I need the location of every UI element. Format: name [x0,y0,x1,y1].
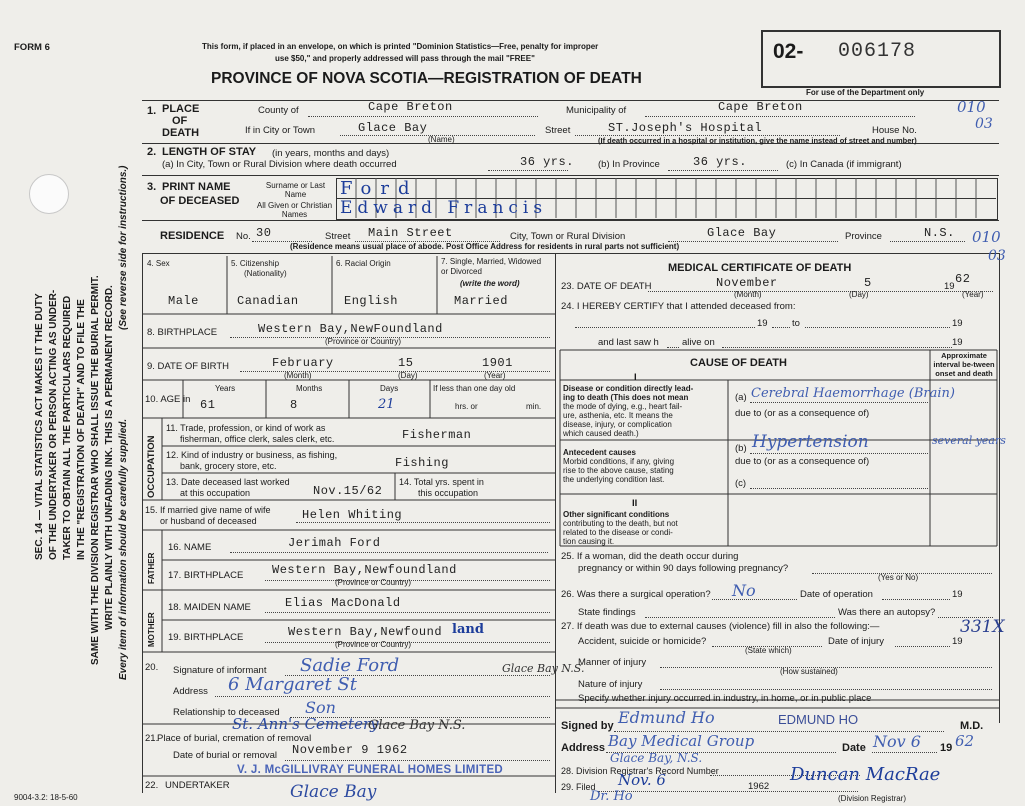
antecedent-4: the underlying condition last. [563,475,665,484]
date-of-op: Date of operation [800,589,873,600]
md-label: M.D. [960,720,984,732]
place-label-2: OF [172,115,188,127]
date-label: Date [842,742,866,754]
margin-code-2: 03 [975,116,993,132]
date-value: Nov 6 [873,732,921,751]
stay-a-label: (a) In City, Town or Rural Division where death occurred [162,159,397,170]
immediate-desc-4: ure, asthenia, etc. It means the [563,411,673,420]
other-conditions [563,510,678,546]
marital-hint: (write the word) [460,279,520,288]
mother-maiden-value: Elias MacDonald [285,596,401,610]
cause-b-interval: several years [932,434,1006,447]
q24-yr-b: 19 [952,318,963,329]
q13-value: Nov.15/62 [313,484,383,498]
antecedent-1: Antecedent causes [563,448,636,457]
name-label-2: OF DECEASED [160,195,240,207]
antecedent-3: rise to the above cause, stating [563,466,674,475]
death-year-hint: (Year) [962,290,984,299]
informant-addr-label: Address [173,686,208,697]
informant-rel-label: Relationship to deceased [173,707,280,718]
residence-note: (Residence means usual place of abode. Post Office Address for residents in rural parts not sufficient) [290,242,680,251]
punch-hole [29,174,69,214]
res-street-value: Main Street [368,226,453,240]
informant-sig-value: Sadie Ford [300,655,400,676]
q24-label: 24. I HEREBY CERTIFY that I attended deceased from: [561,301,796,312]
other-3: related to the disease or condi- [563,528,673,537]
state-which: (State which) [745,646,792,655]
side-line-5: SAME WITH THE DIVISION REGISTRAR WHO SHALL ISSUE THE BURIAL PERMIT. [90,275,101,665]
address-label: Address [561,742,606,754]
street-value: ST.Joseph's Hospital [608,121,763,135]
place-num: 1. [147,105,157,117]
initials: Dr. Ho [590,789,633,804]
q12-label: 12. Kind of industry or business, as fishing, [166,450,338,460]
undertaker-label: UNDERTAKER [165,780,230,791]
every-item: Every item of information should be carefully supplied. [118,418,129,680]
res-margin-code-2: 03 [988,248,1006,264]
q14-label: 14. Total yrs. spent in [399,477,484,487]
q25b-label: pregnancy or within 90 days following pregnancy? [578,563,789,574]
father-bp-hint: (Province or Country) [335,578,412,587]
immediate-desc-5: disease, injury, or complication [563,420,672,429]
dob-year: 1901 [482,356,513,370]
res-no-label: No. [236,231,251,242]
place-label-1: PLACE [162,103,200,115]
occupation-side-label: OCCUPATION [146,435,157,498]
racial-value: English [344,294,398,308]
filed-year: 1962 [748,781,770,792]
residence-label: RESIDENCE [160,230,225,242]
registrar-label: (Division Registrar) [838,794,907,803]
mother-bp-hint: (Province or Country) [335,640,412,649]
city-value: Glace Bay [358,121,428,135]
side-line-2: OF THE UNDERTAKER OR PERSON ACTING AS UNDER- [48,289,59,560]
dob-label: 9. DATE OF BIRTH [147,361,229,372]
immediate-desc-6: which caused death.) [563,429,639,438]
q24-yr-a: 19 [757,318,768,329]
side-line-6: WRITE PLAINLY WITH UNFADING INK. THIS IS A PERMANENT RECORD. [104,285,115,630]
form-title: PROVINCE OF NOVA SCOTIA—REGISTRATION OF DEATH [211,70,642,87]
q14b-label: this occupation [418,488,479,498]
alive-on: alive on [682,337,715,348]
immediate-desc-3: the mode of dying, e.g., heart fail- [563,402,683,411]
q24-yr-c: 19 [952,337,963,348]
death-day-hint: (Day) [849,290,869,299]
accident-label: Accident, suicide or homicide? [578,636,707,647]
undertaker-stamp: V. J. McGILLIVRAY FUNERAL HOMES LIMITED [237,764,504,776]
stay-a-value: 36 yrs. [520,155,574,169]
reg-prefix: 02- [773,40,804,63]
stay-b-label: (b) In Province [598,159,660,170]
res-province-label: Province [845,231,882,242]
yes-no-hint: (Yes or No) [878,573,919,582]
q12b-label: bank, grocery store, etc. [180,461,277,471]
q11b-label: fisherman, office clerk, sales clerk, etc. [180,434,335,444]
q11-value: Fisherman [402,428,472,442]
min-label: min. [526,402,542,411]
q26-yr: 19 [952,589,963,600]
res-street-label: Street [325,231,351,242]
cause-c-label: (c) [735,478,747,489]
father-bp-label: 17. BIRTHPLACE [168,570,244,581]
surname-label: Surname or Last Name [265,181,326,199]
years-label: Years [215,384,236,393]
less-day: If less than one day old [433,384,516,393]
immediate-desc-1: Disease or condition directly lead- [563,384,694,393]
date-year-prefix: 19 [940,742,953,754]
days-value: 21 [378,397,395,412]
res-city-value: Glace Bay [707,226,777,240]
mother-bp-label: 19. BIRTHPLACE [168,632,244,643]
father-bp-value: Western Bay,Newfoundland [272,563,457,577]
days-label: Days [380,384,399,393]
house-label: House No. [872,125,917,136]
immediate-desc [563,384,693,438]
given-label: All Given or Christian Names [256,201,333,219]
death-month: November [716,276,778,290]
address-extra: Glace Bay, N.S. [610,751,703,765]
burial-date-value: November 9 1962 [292,743,408,757]
citizen-hint: (Nationality) [244,269,287,278]
mother-maiden-label: 18. MAIDEN NAME [168,602,251,613]
cause-b-label: (b) [735,443,747,454]
last-saw: and last saw h [598,337,659,348]
envelope-notice: This form, if placed in an envelope, on which is printed "Dominion Statistics—Free, penalty for improper [202,42,599,51]
signed-value: Edmund Ho [618,708,715,727]
spouse-label-2: or husband of deceased [160,516,257,526]
surname-value: Ford [340,178,419,199]
res-margin-code-1: 010 [972,228,1001,246]
other-1: Other significant conditions [563,510,670,519]
q26-value: No [732,581,756,600]
county-value: Cape Breton [368,100,453,114]
manner-label: Manner of injury [578,657,647,668]
county-label: County of [258,105,299,116]
municipality-label: Municipality of [566,105,627,116]
name-label-1: PRINT NAME [162,181,231,193]
how-hint: (How sustained) [780,667,838,676]
date-injury: Date of injury [828,636,884,647]
name-num: 3. [147,181,157,193]
dob-day: 15 [398,356,414,370]
q27-label: 27. If death was due to external causes (violence) fill in also the following:— [561,621,880,632]
cause-a-label: (a) [735,392,747,403]
burial-place-label: Place of burial, cremation of removal [157,733,312,744]
age-label: 10. AGE in [145,394,191,405]
stay-b-value: 36 yrs. [693,155,747,169]
state-findings: State findings [578,607,636,618]
stay-num: 2. [147,146,157,158]
side-line-3: TAKER TO OBTAIN ALL THE PARTICULARS REQUIRED [62,295,73,560]
citizen-value: Canadian [237,294,299,308]
name-hint: (Name) [428,135,455,144]
dob-month-hint: (Month) [284,371,312,380]
address-value: Bay Medical Group [608,732,755,750]
immediate-desc-2: ing to death (This does not mean [563,393,689,402]
signed-label: Signed by [561,720,614,732]
filed-value: Nov. 6 [618,771,666,789]
sex-label: 4. Sex [147,259,170,268]
interval-header: Approximate interval be-tween onset and death [933,351,995,378]
stay-hint: (in years, months and days) [272,148,390,159]
citizen-label: 5. Citizenship [231,259,280,268]
q13-label: 13. Date deceased last worked [166,477,290,487]
informant-num: 20. [145,662,159,673]
q29-label: 29. Filed [561,782,596,792]
side-line-1: SEC. 14 — VITAL STATISTICS ACT MAKES IT THE DUTY [34,293,45,560]
see-reverse: (See reverse side for instructions.) [118,165,129,330]
antecedent-2: Morbid conditions, if any, giving [563,457,675,466]
res-city-label: City, Town or Rural Division [510,231,626,242]
spouse-label-1: 15. If married give name of wife [145,505,271,515]
birthplace-hint: (Province or Country) [325,337,402,346]
q24-to: to [792,318,800,329]
hrs-label: hrs. or [455,402,478,411]
other-2: contributing to the death, but not [563,519,678,528]
other-4: tion causing it. [563,537,615,546]
res-province-value: N.S. [924,226,955,240]
informant-addr-extra: Glace Bay N.S. [502,662,585,675]
date-year: 62 [955,732,975,750]
place-label-3: DEATH [162,127,200,139]
racial-label: 6. Racial Origin [336,259,391,268]
burial-place-extra: Glace Bay N.S. [368,718,466,733]
hospital-hint: (If death occurred in a hospital or institution, give the name instead of street and number) [598,136,917,145]
spouse-value: Helen Whiting [302,508,403,522]
given-value: Edward Francis [340,198,548,218]
roman-2: II [632,498,638,509]
death-year-prefix: 19 [944,281,955,292]
burial-date-label: Date of burial or removal [173,750,278,761]
dept-use: For use of the Department only [806,88,925,97]
undertaker-num: 22. [145,780,159,791]
margin-code-1: 010 [957,98,986,116]
months-value: 8 [290,398,298,412]
reg-number: 006178 [838,40,917,63]
res-no-value: 30 [256,226,272,240]
roman-1: I [634,372,637,383]
dob-month: February [272,356,334,370]
stay-label: LENGTH OF STAY [162,146,257,158]
birthplace-label: 8. BIRTHPLACE [147,327,218,338]
q25-label: 25. If a woman, did the death occur during [561,551,739,562]
stay-c-label: (c) In Canada (if immigrant) [786,159,902,170]
antecedent [563,448,674,484]
footer-form-code: 9004-3.2: 18-5-60 [14,793,78,802]
birthplace-value: Western Bay,NewFoundland [258,322,443,336]
months-label: Months [296,384,323,393]
autopsy-label: Was there an autopsy? [838,607,936,618]
burial-place-value: St. Ann's Cemetery [232,715,379,733]
registrar-signature: Duncan MacRae [790,764,941,785]
q28-label: 28. Division Registrar's Record Number [561,766,719,776]
father-name-value: Jerimah Ford [288,536,381,550]
death-day: 5 [864,276,872,290]
city-label: If in City or Town [245,125,316,136]
q23-label: 23. DATE OF DEATH [561,281,652,292]
mother-bp-hand: land [452,622,484,637]
due-to-a: due to (or as a consequence of) [735,408,870,419]
cause-a-value: Cerebral Haemorrhage (Brain) [751,386,955,401]
medical-title: MEDICAL CERTIFICATE OF DEATH [668,262,852,274]
q27-yr: 19 [952,636,963,647]
dob-day-hint: (Day) [398,371,418,380]
burial-num: 21. [145,733,159,744]
informant-rel-value: Son [305,698,336,717]
marital-label: 7. Single, Married, Widowed or Divorced [441,257,542,276]
mother-side-label: MOTHER [147,612,156,647]
marital-value: Married [454,294,508,308]
cause-b-value: Hypertension [752,432,869,452]
dob-year-hint: (Year) [484,371,506,380]
q11-label: 11. Trade, profession, or kind of work as [166,423,326,433]
specify-label: Specify whether injury occurred in industry, in home, or in public place [578,693,872,704]
cause-title: CAUSE OF DEATH [690,357,787,369]
q12-value: Fishing [395,456,449,470]
death-year: 62 [955,272,971,286]
death-month-hint: (Month) [734,290,762,299]
informant-sig-label: Signature of informant [173,665,267,676]
form-label: FORM 6 [14,42,50,53]
side-line-4: IN THE "REGISTRATION OF DEATH" AND TO FILE THE [76,299,87,560]
father-name-label: 16. NAME [168,542,212,553]
due-to-b: due to (or as a consequence of) [735,456,870,467]
mother-bp-value: Western Bay,Newfound [288,625,443,639]
q26-label: 26. Was there a surgical operation? [561,589,711,600]
undertaker-extra: Glace Bay [290,782,377,802]
father-side-label: FATHER [147,552,156,584]
street-label: Street [545,125,571,136]
envelope-notice-2: use $50," and properly addressed will pass through the mail "FREE" [275,54,535,63]
q13b-label: at this occupation [180,488,251,498]
code-331x: 331X [960,617,1005,637]
sex-value: Male [168,294,199,308]
years-value: 61 [200,398,216,412]
municipality-value: Cape Breton [718,100,803,114]
informant-addr-value: 6 Margaret St [228,674,357,695]
nature-label: Nature of injury [578,679,643,690]
signed-print: EDMUND HO [778,712,859,727]
